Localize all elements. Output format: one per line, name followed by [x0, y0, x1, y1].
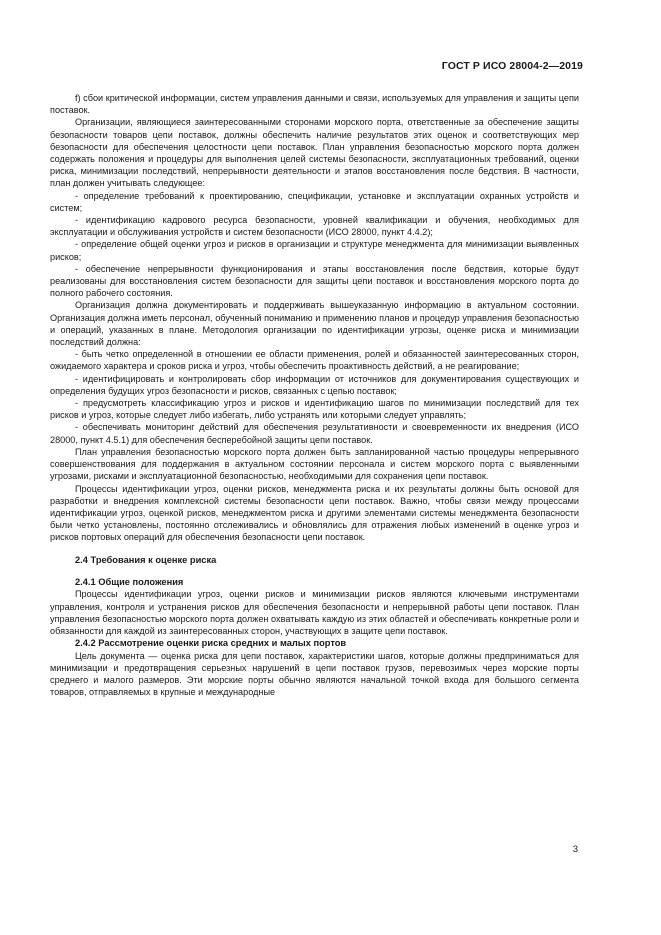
list-item-dash: - быть четко определенной в отношении ее области применения, ролей и обязанностей заинтересованных сторон, ожидаемого характера и сроков риска и угроз, чтобы обеспечить проактивность действий, а не реагирование; [50, 349, 579, 372]
list-item-dash: - идентифицировать и контролировать сбор информации от источников для документирования существующих и определения будущих угроз безопасности и рисков, связанных с цепью поставок; [50, 373, 579, 396]
section-heading-2-4-2: 2.4.2 Рассмотрение оценки риска средних и малых портов [75, 638, 347, 649]
section-heading-2-4: 2.4 Требования к оценке риска [75, 554, 217, 565]
list-item-dash: - определение общей оценки угроз и рисков в организации и структуре менеджмента для минимизации выявленных рисков; [50, 239, 579, 262]
list-item-dash: - обеспечивать мониторинг действий для обеспечения результативности и своевременности их внедрения (ИСО 28000, пункт 4.5.1) для обеспечения бесперебойной защиты цепи поставок. [50, 422, 579, 445]
list-item-dash: - идентификацию кадрового ресурса безопасности, уровней квалификации и обучения, необходимых для эксплуатации и обслуживания устройств и систем безопасности (ИСО 28000, пункт 4.4.2); [50, 215, 579, 238]
paragraph-processes: Процессы идентификации угроз, оценки рисков, менеджмента риска и их результаты должны быть основой для разработки и внедрения комплексной системы безопасности цепи поставок. Важно, чтобы связи между процессами идентификации угроз, оценкой рисков, менеджментом риска и другими элементами системы менеджмента безопасности были четко установлены, постоянно отслеживались и обновлялись для отражения любых изменений в оценке угроз и рисков портовых операций для обеспечения безопасности цепи поставок. [50, 483, 579, 543]
section-heading-2-4-1: 2.4.1 Общие положения [75, 576, 184, 587]
list-item-dash: - обеспечение непрерывности функционирования и этапы восстановления после бедствия, которые будут реализованы для восстановления систем безопасности для защиты цепи поставок и восстановления морского порта до полного рабочего состояния. [50, 263, 579, 299]
list-item-f: f) сбои критической информации, систем управления данными и связи, используемых для управления и защиты цепи поставок. [50, 93, 579, 116]
paragraph-continuous-improvement: План управления безопасностью морского порта должен быть запланированной частью процедуры непрерывного совершенствования для поддержания в актуальном состоянии персонала и систем морского порта с выявленными угрозами, рисками и эксплуатационной безопасностью, необходимыми для сохранения цепи поставок. [50, 446, 579, 482]
document-body [50, 92, 579, 698]
page-number: 3 [572, 844, 578, 855]
paragraph-2-4-2: Цель документа — оценка риска для цепи поставок, характеристики шагов, которые должны предприниматься для минимизации и предотвращения серьезных нарушений в цепи поставок грузов, перевозимых через морские порты среднего и малого размеров. Эти морские порты обычно являются начальной точкой входа для большого сегмента товаров, отправляемых в крупные и международные [50, 650, 579, 698]
paragraph-2-4-1: Процессы идентификации угроз, оценки рисков и минимизации рисков являются ключевыми инструментами управления, контроля и устранения рисков для обеспечения безопасности и непрерывной работы цепи поставок. План управления безопасностью морского порта должен охватывать каждую из этих областей и обеспечивать конкретные роли и обязанности для каждой из заинтересованных сторон, участвующих в защите цепи поставок. [50, 589, 579, 636]
paragraph-documentation: Организация должна документировать и поддерживать вышеуказанную информацию в актуальном состоянии. Организация должна иметь персонал, обученный пониманию и применению планов и процедур управления безопасностью и операций, указанных в плане. Методология организации по идентификации угрозы, оценке риска и минимизации последствий должна: [50, 300, 579, 348]
list-item-dash: - предусмотреть классификацию угроз и рисков и идентификацию шагов по минимизации последствий для тех рисков и угроз, которые следует либо избегать, либо устранять или которыми следует управлять; [50, 398, 579, 421]
document-header-standard: ГОСТ Р ИСО 28004-2—2019 [441, 60, 583, 72]
list-item-dash: - определение требований к проектированию, спецификации, установке и эксплуатации охранных устройств и систем; [50, 190, 579, 213]
paragraph-plan-requirements: Организации, являющиеся заинтересованными сторонами морского порта, ответственные за обеспечение защиты безопасности товаров цепи поставок, должны обеспечить наличие результатов этих оценок и соответствующих мер безопасности для обеспечения целостности цепи поставок. План управления безопасностью морского порта должен содержать положения и процедуры для выполнения целей системы безопасности, эксплуатационных требований, оценки риска, минимизации последствий, непрерывности деятельности и этапов восстановления после бедствия. В частности, план должен учитывать следующее: [50, 117, 579, 189]
